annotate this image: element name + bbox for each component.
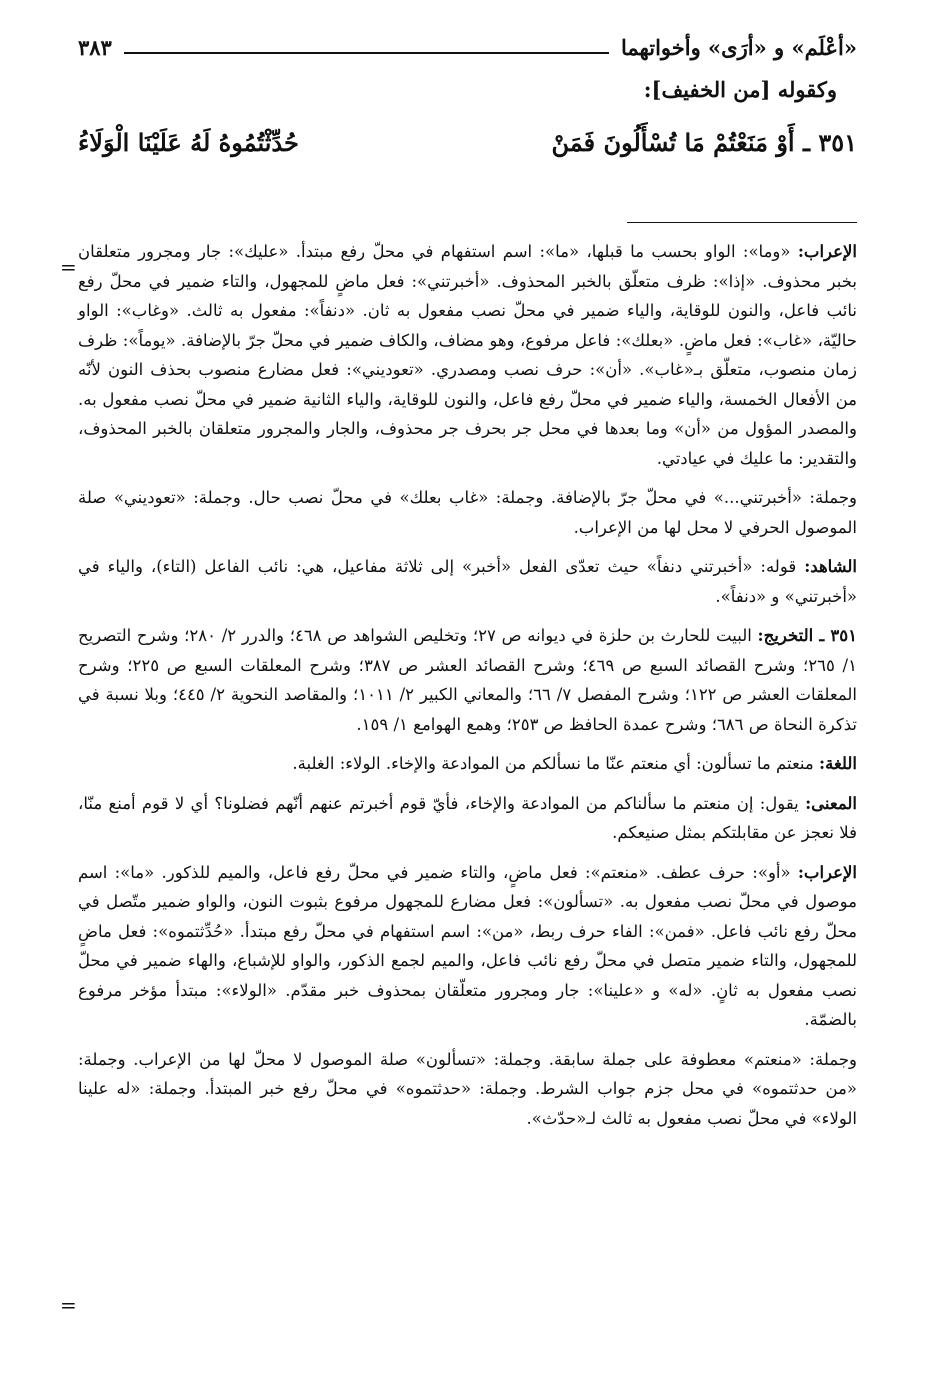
footnote-lugha — [78, 749, 857, 779]
header-rule — [124, 52, 609, 54]
footnotes — [78, 237, 857, 1133]
footnote-label: اللغة: — [819, 754, 857, 773]
footnote-label: الشاهد: — [804, 557, 857, 576]
footnote-jumal-2 — [78, 1045, 857, 1134]
footnote-text: قوله: «أخبرتني دنفاً» حيث تعدّى الفعل «أخبر» إلى ثلاثة مفاعيل، هي: نائب الفاعل (التاء)، والياء في «أخبرتني» و «دنفاً». — [78, 557, 857, 606]
verse-number: ٣٥١ ـ — [802, 127, 857, 157]
verse-line — [78, 116, 857, 168]
footnote-text: «وما»: الواو بحسب ما قبلها، «ما»: اسم استفهام في محلّ رفع مبتدأ. «عليك»: جار ومجرور متعلقان بخبر محذوف. «إذا»: ظرف متعلّق بالخبر المحذوف. «أخبرتني»: فعل ماضٍ للمجهول، والتاء ضمير في محلّ رفع نائب فاعل، والنون للوقاية، والياء ضمير في محلّ نصب مفعول به ثان. «دنفاً»: مفعول به ثالث. «وغاب»: الواو حاليّة، «غاب»: فعل ماضٍ. «بعلك»: فاعل مرفوع، وهو مضاف، والكاف ضمير في محلّ جرّ بالإضافة. «يوماً»: ظرف زمان منصوب، متعلّق بـ«غاب». «أن»: حرف نصب ومصدري. «تعوديني»: فعل مضارع منصوب بحذف النون لأنّه من الأفعال الخمسة، والياء ضمير في محلّ رفع فاعل، والنون للوقاية، والياء الثانية ضمير في محلّ نصب مفعول به. والمصدر المؤول من «أن» وما بعدها في محل جر بحرف جر محذوف، والجار والمجرور متعلقان بالخبر المحذوف، والتقدير: ما عليك في عيادتي. — [78, 242, 857, 468]
footnote-takhrij — [78, 621, 857, 739]
header-title: «أعْلَم» و «أرَى» وأخواتهما — [621, 35, 857, 60]
footnote-separator — [627, 222, 857, 223]
footnote-label: المعنى: — [805, 793, 857, 813]
verse-hemistich-1: أَوْ مَنَعْتُمْ مَا تُسْأَلُونَ فَمَنْ — [551, 127, 795, 157]
footnote-maana — [78, 789, 857, 848]
footnote-label: الإعراب: — [797, 862, 857, 882]
footnote-irab-1 — [78, 237, 857, 473]
page-number: ٣٨٣ — [78, 35, 112, 60]
continuation-mark-top: = — [60, 255, 77, 279]
footnote-label: ٣٥١ ـ التخريج: — [757, 626, 857, 645]
footnote-jumal-1 — [78, 483, 857, 542]
footnote-text: وجملة: «أخبرتني...» في محلّ جرّ بالإضافة. وجملة: «غاب بعلك» في محلّ نصب حال. وجملة: «تعوديني» صلة الموصول الحرفي لا محل لها من الإعراب. — [78, 488, 857, 537]
footnote-text: يقول: إن منعتم ما سألناكم من الموادعة والإخاء، فأيّ قوم أخبرتم عنهم أنّهم فضلونا؟ أي لا قوم أمنع منّا، فلا نعجز عن مقابلتكم بمثل صنيعكم. — [78, 793, 857, 842]
footnote-shahid — [78, 552, 857, 611]
continuation-mark-bottom: = — [60, 1293, 77, 1317]
footnote-text: منعتم ما تسألون: أي منعتم عنّا ما نسألكم من الموادعة والإخاء. الولاء: الغلبة. — [292, 754, 814, 773]
verse-hemistich-2: حُدِّثْتُمُوهُ لَهُ عَلَيْنَا الْوَلَاءُ — [78, 127, 299, 157]
verse-intro: وكقوله [من الخفيف]: — [643, 77, 837, 102]
footnote-label: الإعراب: — [797, 242, 857, 261]
running-header — [78, 30, 857, 60]
footnote-text: وجملة: «منعتم» معطوفة على جملة سابقة. وجملة: «تسألون» صلة الموصول لا محلّ لها من الإعراب. وجملة: «من حدثتموه» في محل جزم جواب الشرط. وجملة: «حدثتموه» في محلّ رفع خبر المبتدأ. وجملة: «له علينا الولاء» في محلّ نصب مفعول به ثالث لـ«حدّث». — [78, 1049, 857, 1128]
footnote-irab-2 — [78, 858, 857, 1035]
footnote-text: «أو»: حرف عطف. «منعتم»: فعل ماضٍ، والتاء ضمير في محلّ رفع فاعل، والميم للذكور. «ما»: اسم موصول في محلّ نصب مفعول به. «تسألون»: فعل مضارع للمجهول مرفوع بثبوت النون، والواو ضمير متّصل في محلّ رفع نائب فاعل. «فمن»: الفاء حرف ربط، «من»: اسم استفهام في محلّ رفع مبتدأ. «حُدِّثتموه»: فعل ماضٍ للمجهول، والتاء ضمير متصل في محلّ رفع نائب فاعل، والميم لجمع الذكور، والواو للإشباع، والهاء ضمير في محلّ نصب مفعول به ثانٍ. «له» و «علينا»: جار ومجرور متعلّقان بمحذوف خبر مقدّم. «الولاء»: مبتدأ مؤخر مرفوع بالضمّة. — [78, 862, 857, 1029]
verse-hemistich-first — [551, 128, 857, 157]
footnote-text: البيت للحارث بن حلزة في ديوانه ص ٢٧؛ وتخليص الشواهد ص ٤٦٨؛ والدرر ٢/ ٢٨٠؛ وشرح التصريح ١/ ٢٦٥؛ وشرح القصائد السبع ص ٤٦٩؛ وشرح القصائد العشر ص ٣٨٧؛ وشرح المعلقات السبع ص ٢٢٥؛ وشرح المعلقات العشر ص ١٢٢؛ وشرح المفصل ٧/ ٦٦؛ والمعاني الكبير ٢/ ١٠١١؛ والمقاصد النحوية ٢/ ٤٤٥؛ وبلا نسبة في تذكرة النحاة ص ٦٨٦؛ وشرح عمدة الحافظ ص ٢٥٣؛ وهمع الهوامع ١/ ١٥٩. — [78, 626, 858, 734]
